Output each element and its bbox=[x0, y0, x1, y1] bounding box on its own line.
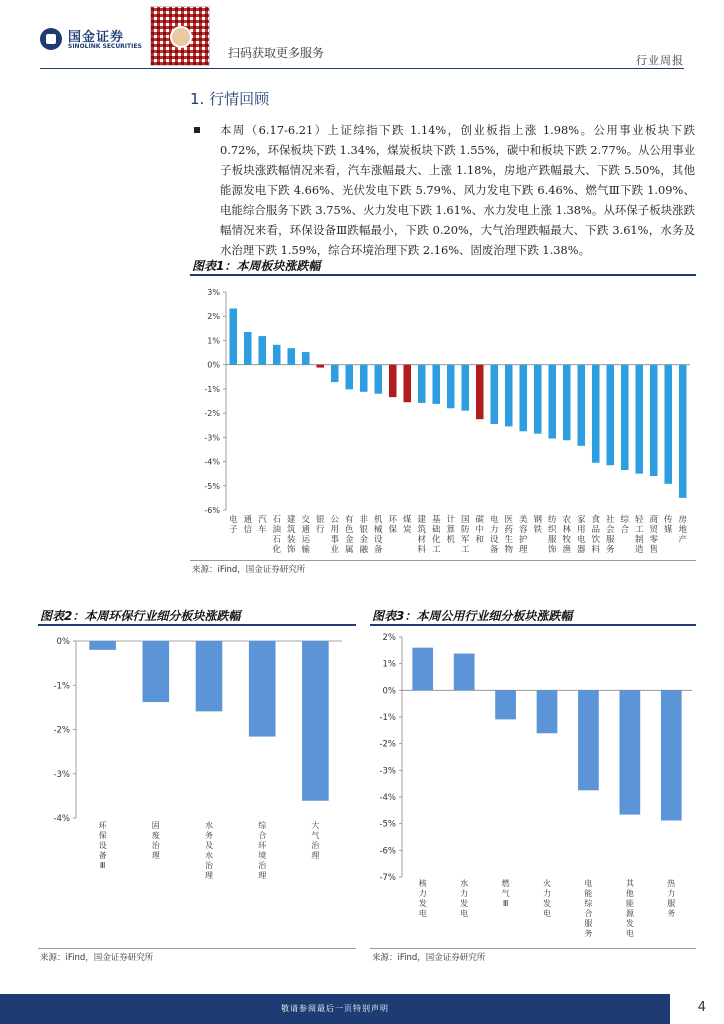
chart1-category-label-char: 子 bbox=[228, 525, 238, 535]
chart3-category-label-char: 力 bbox=[543, 889, 551, 898]
chart1-category-label-char: 保 bbox=[388, 525, 398, 535]
chart3-ytick-label: 0% bbox=[382, 686, 396, 697]
chart3-category-label-char: 气 bbox=[501, 889, 510, 898]
chart1-category-label-char: 交 bbox=[301, 515, 311, 525]
chart2-category-label-char: 水 bbox=[205, 821, 213, 830]
chart1-category-label-char: 制 bbox=[634, 535, 644, 545]
fig3-source: 来源：iFind，国金证券研究所 bbox=[372, 953, 486, 963]
chart1-category-label-char: 事 bbox=[330, 535, 340, 545]
chart1-category-label-char: 纺 bbox=[547, 515, 557, 525]
chart1-bar bbox=[461, 365, 469, 411]
chart1-category-label-char: 贸 bbox=[649, 525, 659, 535]
chart1-ytick-label: 0% bbox=[207, 360, 220, 370]
chart2-bar bbox=[89, 641, 116, 650]
chart2-category-label-char: 保 bbox=[98, 831, 107, 840]
chart3-category-label-char: 发 bbox=[625, 919, 634, 928]
chart1-category-label-char: 器 bbox=[576, 545, 586, 555]
chart2-category-label-char: 理 bbox=[258, 871, 267, 880]
chart1-category-label-char: 银 bbox=[359, 525, 369, 535]
chart1-category-label-char: 务 bbox=[605, 545, 615, 555]
chart3-category-label-char: 务 bbox=[584, 929, 593, 938]
chart3-category-label-char: 燃 bbox=[501, 879, 510, 888]
fig2-source: 来源：iFind，国金证券研究所 bbox=[40, 953, 154, 963]
chart2-category-label-char: 治 bbox=[205, 861, 213, 870]
chart1-category-label-char: 理 bbox=[518, 545, 528, 555]
chart2-category-label-char: 理 bbox=[205, 871, 213, 880]
chart1-bar bbox=[621, 365, 629, 470]
chart2-category-label-char: 合 bbox=[258, 831, 267, 840]
chart1-category-label-char: 造 bbox=[634, 545, 644, 555]
chart2-ytick-label: -3% bbox=[53, 769, 70, 780]
chart1-bar bbox=[374, 365, 382, 394]
chart3-category-label-char: 他 bbox=[625, 889, 634, 898]
chart1-category-label-char: 设 bbox=[489, 535, 499, 545]
chart2-category-label-char: 理 bbox=[151, 851, 160, 860]
fig2-title: 图表2：本周环保行业细分板块涨跌幅 bbox=[40, 609, 241, 623]
chart2-bar bbox=[302, 641, 329, 801]
chart1-category-label-char: 色 bbox=[344, 525, 354, 535]
chart1-category-label-char: 工 bbox=[460, 545, 470, 555]
chart1-bar bbox=[650, 365, 658, 476]
chart3-ytick-label: 2% bbox=[382, 633, 396, 643]
chart1-category-label-char: 容 bbox=[518, 525, 528, 535]
report-type-tag: 行业周报 bbox=[636, 54, 684, 67]
chart1-category-label-char: 工 bbox=[634, 525, 644, 535]
chart1-bar bbox=[548, 365, 556, 439]
chart1-category-label-char: 石 bbox=[272, 515, 282, 525]
chart1-bar bbox=[505, 365, 513, 427]
chart3-bar bbox=[537, 690, 558, 733]
chart1-category-label-char: 家 bbox=[576, 515, 586, 525]
chart1-bar bbox=[258, 336, 266, 365]
chart3-bar bbox=[412, 648, 433, 691]
chart3-category-label-char: 发 bbox=[543, 899, 551, 908]
chart1-bar bbox=[592, 365, 600, 463]
chart1-bar bbox=[360, 365, 368, 392]
chart3-category-label-char: 电 bbox=[625, 929, 634, 938]
fig2-divider bbox=[38, 624, 356, 626]
chart3-category-label-char: 力 bbox=[418, 889, 427, 898]
chart3-category-label-char: 电 bbox=[584, 879, 593, 888]
chart1-category-label-char: 美 bbox=[518, 515, 528, 525]
chart1-category-label-char: 渔 bbox=[562, 545, 572, 555]
chart1-bar bbox=[432, 365, 440, 404]
chart3-ytick-label: 1% bbox=[382, 659, 396, 670]
chart1-category-label-char: 运 bbox=[301, 535, 311, 545]
summary-paragraph: 本周（6.17-6.21）上证综指下跌 1.14%，创业板指上涨 1.98%。公用事业板块下跌 0.72%，环保板块下跌 1.34%，煤炭板块下跌 1.55%，碳中和板块下跌 2.77%。从公用事业子板块涨跌幅情况来看，汽车涨幅最大、上涨 1.18%，房地产跌幅最大、下跌 5.50%，其他能源发电下跌 4.66%、光伏发电下跌 5.79%、风力发电下跌 6.46%、燃气Ⅲ下跌 1.09%、电能综合服务下跌 3.75%、火力发电下跌 1.61%、水力发电上涨 1.38%。从环保子板块涨跌幅情况来看，环保设备Ⅲ跌幅最小，下跌 0.20%，大气治理跌幅最大、下跌 3.61%，水务及水治理下跌 1.59%，综合环境治理下跌 2.16%、固废治理下跌 1.38%。 bbox=[220, 123, 695, 257]
chart1-category-label-char: 料 bbox=[591, 545, 601, 555]
chart3-ytick-label: -6% bbox=[379, 846, 396, 857]
chart1-category-label-char: 零 bbox=[649, 535, 659, 545]
chart1-category-label-char: 汽 bbox=[257, 515, 267, 525]
fig2-source-divider bbox=[38, 948, 356, 949]
chart2-category-label-char: 治 bbox=[258, 861, 267, 870]
chart3-ytick-label: -5% bbox=[379, 819, 396, 830]
logo-mark-icon bbox=[40, 28, 62, 50]
chart3-category-label-char: 合 bbox=[584, 909, 593, 918]
chart1-bar bbox=[287, 348, 295, 364]
chart3-ytick-label: -7% bbox=[379, 873, 396, 883]
page-header bbox=[0, 0, 724, 70]
chart3-category-label-char: 能 bbox=[584, 889, 593, 898]
chart1-category-label-char: 品 bbox=[591, 525, 601, 535]
chart3-category-label-char: 务 bbox=[667, 909, 676, 918]
chart1-category-label-char: 备 bbox=[373, 545, 383, 555]
chart3-category-label-char: 其 bbox=[625, 879, 634, 888]
chart1-category-label-char: 生 bbox=[504, 535, 514, 545]
chart1-category-label-char: 防 bbox=[460, 525, 470, 535]
chart1-category-label-char: 油 bbox=[272, 525, 282, 535]
chart1-bar bbox=[476, 365, 484, 420]
fig1-title: 图表1：本周板块涨跌幅 bbox=[192, 259, 321, 273]
chart1-category-label-char: 化 bbox=[431, 535, 441, 545]
chart1-ytick-label: -6% bbox=[204, 506, 220, 515]
chart1-category-label-char: 农 bbox=[562, 515, 572, 525]
chart1-category-label-char: 力 bbox=[489, 525, 499, 535]
chart1-category-label-char: 有 bbox=[344, 515, 354, 525]
chart2-category-label-char: 境 bbox=[258, 851, 267, 860]
chart1-category-label-char: 织 bbox=[547, 525, 557, 535]
chart2-category-label-char: 综 bbox=[258, 821, 267, 830]
chart3-category-label-char: 火 bbox=[543, 879, 551, 888]
chart3-category-label-char: 核 bbox=[418, 879, 427, 888]
chart1-category-label-char: 房 bbox=[678, 515, 688, 525]
chart2-bar bbox=[196, 641, 223, 711]
chart1-bar bbox=[302, 352, 310, 365]
chart1-ytick-label: -1% bbox=[204, 384, 220, 394]
chart3-category-label-char: 力 bbox=[460, 889, 469, 898]
chart3-ytick-label: -4% bbox=[379, 793, 396, 803]
chart1-category-label-char: 服 bbox=[605, 535, 615, 545]
section-title: 1. 行情回顾 bbox=[190, 90, 270, 108]
qr-code-icon bbox=[150, 6, 210, 66]
fig1-source-divider bbox=[190, 560, 696, 561]
chart1-bar bbox=[635, 365, 643, 474]
chart1-category-label-char: 料 bbox=[417, 545, 427, 555]
chart1-category-label-char: 食 bbox=[591, 515, 601, 525]
chart1-category-label-char: 环 bbox=[388, 515, 398, 525]
chart3-category-label-char: 热 bbox=[667, 879, 676, 888]
chart3-category-label-char: 水 bbox=[460, 879, 469, 888]
chart1-category-label-char: 产 bbox=[678, 535, 688, 545]
chart1-category-label-char: 饰 bbox=[547, 545, 557, 555]
chart1-category-label-char: 基 bbox=[431, 515, 441, 525]
chart1-bar bbox=[331, 365, 339, 382]
chart3-category-label-char: 综 bbox=[584, 899, 593, 908]
chart2-category-label-char: 废 bbox=[151, 831, 160, 840]
chart3-category-label-char: 电 bbox=[418, 909, 427, 918]
chart1-category-label-char: 装 bbox=[286, 535, 296, 545]
chart1-category-label-char: 服 bbox=[547, 535, 557, 545]
chart1-category-label-char: 媒 bbox=[663, 525, 673, 535]
chart1-category-label-char: 中 bbox=[475, 525, 485, 535]
chart1-category-label-char: 电 bbox=[576, 535, 586, 545]
chart2-category-label-char: 大 bbox=[311, 821, 320, 830]
chart1-category-label-char: 机 bbox=[446, 535, 456, 545]
chart1-category-label-char: 车 bbox=[257, 525, 267, 535]
chart1-category-label-char: 电 bbox=[228, 515, 238, 525]
chart1-category-label-char: 备 bbox=[489, 545, 499, 555]
chart1-ytick-label: -2% bbox=[204, 409, 220, 419]
chart3-bar bbox=[661, 690, 682, 820]
chart3-category-label-char: 力 bbox=[667, 889, 676, 898]
chart1-category-label-char: 物 bbox=[504, 545, 514, 555]
chart1-category-label-char: 电 bbox=[489, 515, 499, 525]
chart1-category-label-char: 设 bbox=[373, 535, 383, 545]
chart1-category-label-char: 煤 bbox=[402, 515, 412, 525]
header-divider bbox=[40, 68, 684, 69]
chart1-ytick-label: -3% bbox=[204, 433, 220, 443]
chart1-bar bbox=[345, 365, 353, 390]
bullet-icon bbox=[194, 127, 200, 133]
company-logo bbox=[40, 26, 140, 54]
chart1-category-label-char: 护 bbox=[518, 535, 528, 545]
chart1-category-label-char: 商 bbox=[649, 515, 659, 525]
chart3-category-label-char: 电 bbox=[543, 909, 551, 918]
chart3-category-label-char: 能 bbox=[625, 899, 634, 908]
chart1-bar bbox=[664, 365, 672, 484]
chart2-bar bbox=[143, 641, 170, 702]
chart3-bar bbox=[495, 690, 516, 719]
chart1-ytick-label: 2% bbox=[207, 312, 220, 322]
chart1-category-label-char: 牧 bbox=[562, 535, 572, 545]
chart3-bar bbox=[578, 690, 599, 790]
page-number: 4 bbox=[697, 1000, 706, 1015]
chart1-category-label-char: 建 bbox=[286, 515, 296, 525]
chart1-bar bbox=[244, 332, 252, 365]
chart2-ytick-label: 0% bbox=[56, 637, 70, 647]
chart3-category-label-char: 源 bbox=[625, 909, 634, 918]
chart1-category-label-char: 药 bbox=[504, 525, 514, 535]
fig3-source-divider bbox=[370, 948, 696, 949]
chart1-ytick-label: -4% bbox=[204, 457, 220, 467]
chart1-category-label-char: 化 bbox=[272, 545, 282, 555]
chart1-category-label-char: 算 bbox=[446, 525, 456, 535]
chart1-category-label-char: 通 bbox=[301, 525, 311, 535]
chart1-category-label-char: 信 bbox=[243, 525, 253, 535]
chart1-category-label-char: 综 bbox=[620, 515, 630, 525]
chart1-category-label-char: 金 bbox=[359, 535, 369, 545]
chart1-bar bbox=[316, 365, 324, 368]
chart1-category-label-char: 饮 bbox=[591, 535, 601, 545]
fig3-divider bbox=[370, 624, 696, 626]
chart2-category-label-char: 理 bbox=[311, 851, 320, 860]
chart1-bar bbox=[534, 365, 542, 434]
chart2-category-label-char: 环 bbox=[98, 821, 107, 830]
chart1-category-label-char: 业 bbox=[330, 545, 340, 555]
logo-en: SINOLINK SECURITIES bbox=[68, 43, 142, 50]
chart1-category-label-char: 行 bbox=[315, 525, 325, 535]
chart1-category-label-char: 饰 bbox=[286, 545, 296, 555]
chart1-category-label-char: 筑 bbox=[286, 525, 296, 535]
chart2-category-label-char: 务 bbox=[205, 831, 213, 840]
fig1-source: 来源：iFind，国金证券研究所 bbox=[192, 565, 306, 575]
chart1-category-label-char: 融 bbox=[359, 545, 369, 555]
footer-disclaimer: 敬请参阅最后一页特别声明 bbox=[281, 1004, 389, 1013]
chart1-category-label-char: 用 bbox=[330, 525, 340, 535]
chart2-category-label-char: 水 bbox=[205, 851, 213, 860]
chart1-bar bbox=[490, 365, 498, 424]
chart1-category-label-char: 材 bbox=[417, 535, 427, 545]
chart1-category-label-char: 社 bbox=[605, 515, 615, 525]
chart2-category-label-char: 固 bbox=[151, 821, 160, 830]
chart1-category-label-char: 轻 bbox=[634, 515, 644, 525]
logo-cn: 国金证券 bbox=[68, 30, 125, 45]
chart3-category-label-char: 服 bbox=[584, 919, 593, 928]
chart1-category-label-char: 属 bbox=[344, 545, 354, 555]
chart2-category-label-char: 气 bbox=[311, 831, 320, 840]
chart1-category-label-char: 碳 bbox=[475, 515, 485, 525]
chart1-bar bbox=[273, 345, 281, 365]
chart1-bar bbox=[577, 365, 585, 446]
chart1-category-label-char: 和 bbox=[475, 535, 485, 545]
chart3-category-label-char: Ⅲ bbox=[502, 899, 509, 908]
chart1-ytick-label: 1% bbox=[207, 336, 220, 346]
chart1-bar bbox=[679, 365, 687, 498]
chart3-bar bbox=[620, 690, 641, 814]
chart1-category-label-char: 银 bbox=[315, 515, 325, 525]
chart1-category-label-char: 钢 bbox=[533, 515, 543, 525]
chart1-category-label-char: 传 bbox=[663, 515, 673, 525]
chart3-ytick-label: -2% bbox=[379, 739, 396, 750]
chart1-category-label-char: 铁 bbox=[533, 525, 543, 535]
chart1-category-label-char: 础 bbox=[431, 525, 441, 535]
chart1-category-label-char: 售 bbox=[649, 545, 659, 555]
fig1-divider bbox=[190, 274, 696, 276]
chart1-category-label-char: 通 bbox=[243, 515, 253, 525]
chart1-category-label-char: 合 bbox=[620, 525, 630, 535]
chart2-category-label-char: 及 bbox=[205, 841, 213, 850]
chart1-bar bbox=[229, 308, 237, 364]
chart1-category-label-char: 输 bbox=[301, 545, 311, 555]
qr-caption: 扫码获取更多服务 bbox=[228, 46, 325, 60]
chart1-category-label-char: 石 bbox=[272, 535, 282, 545]
chart3-category-label-char: 服 bbox=[667, 899, 676, 908]
chart1-category-label-char: 机 bbox=[373, 515, 383, 525]
chart1-category-label-char: 公 bbox=[330, 515, 340, 525]
chart3-bar bbox=[454, 654, 475, 691]
chart1-ytick-label: 3% bbox=[207, 288, 220, 297]
chart1-bar bbox=[563, 365, 571, 441]
chart2-category-label-char: 设 bbox=[98, 841, 107, 850]
chart2-bar bbox=[249, 641, 276, 737]
chart1-category-label-char: 会 bbox=[605, 525, 615, 535]
chart1-bar bbox=[418, 365, 426, 403]
chart2-ytick-label: -2% bbox=[53, 725, 70, 736]
chart1-category-label-char: 军 bbox=[460, 535, 470, 545]
chart2-category-label-char: Ⅲ bbox=[99, 861, 106, 870]
chart2-ytick-label: -1% bbox=[53, 681, 70, 692]
chart2-ytick-label: -4% bbox=[53, 814, 70, 824]
chart1-bar bbox=[606, 365, 614, 466]
chart1-category-label-char: 医 bbox=[504, 515, 514, 525]
chart1-category-label-char: 非 bbox=[359, 515, 369, 525]
chart2-category-label-char: 备 bbox=[98, 851, 107, 860]
chart1-bar bbox=[519, 365, 527, 432]
chart1-category-label-char: 地 bbox=[678, 525, 688, 535]
chart1-bar bbox=[447, 365, 455, 409]
chart1-category-label-char: 炭 bbox=[402, 525, 412, 535]
chart1-category-label-char: 林 bbox=[562, 525, 572, 535]
chart3-category-label-char: 电 bbox=[460, 909, 469, 918]
chart1-category-label-char: 计 bbox=[446, 515, 456, 525]
chart3-ytick-label: -3% bbox=[379, 766, 396, 777]
chart1-ytick-label: -5% bbox=[204, 481, 220, 491]
chart1-category-label-char: 建 bbox=[417, 515, 427, 525]
chart1-bar bbox=[389, 365, 397, 397]
chart1-category-label-char: 工 bbox=[431, 545, 441, 555]
chart1-category-label-char: 金 bbox=[344, 535, 354, 545]
chart1-category-label-char: 械 bbox=[373, 525, 383, 535]
fig3-title: 图表3：本周公用行业细分板块涨跌幅 bbox=[372, 609, 573, 623]
chart3-category-label-char: 发 bbox=[460, 899, 469, 908]
chart2-category-label-char: 治 bbox=[311, 841, 320, 850]
chart3-category-label-char: 发 bbox=[418, 899, 427, 908]
chart2-category-label-char: 环 bbox=[258, 841, 267, 850]
chart3-ytick-label: -1% bbox=[379, 713, 396, 723]
chart1-category-label-char: 国 bbox=[460, 515, 470, 525]
chart2-category-label-char: 治 bbox=[151, 841, 160, 850]
chart1-category-label-char: 筑 bbox=[417, 525, 427, 535]
chart1-category-label-char: 用 bbox=[576, 525, 586, 535]
chart1-bar bbox=[403, 365, 411, 403]
